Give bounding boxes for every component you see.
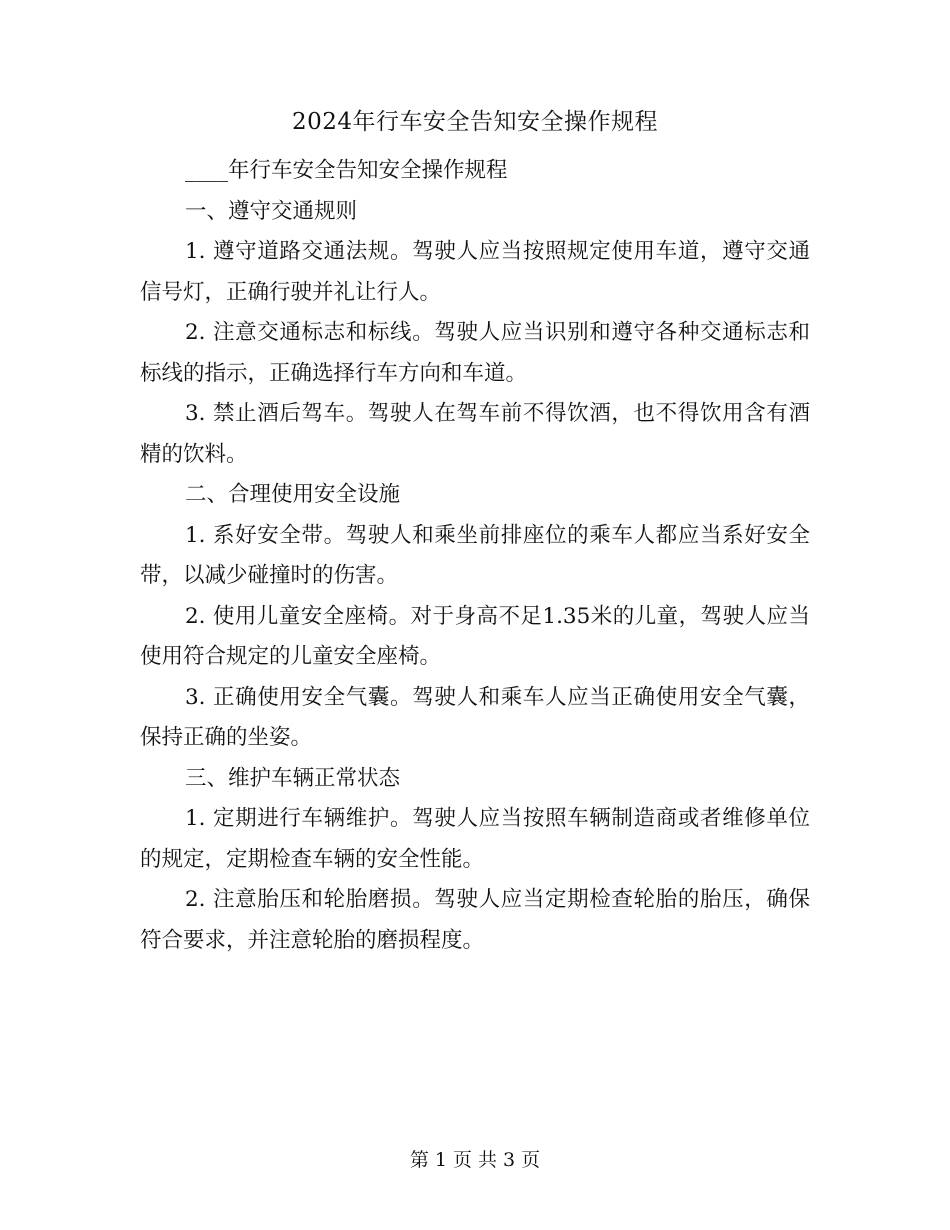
paragraph-2-1: 1. 系好安全带。驾驶人和乘坐前排座位的乘车人都应当系好安全带，以减少碰撞时的伤害。 xyxy=(140,522,810,588)
page-footer: 第 1 页 共 3 页 xyxy=(409,1149,541,1171)
document-body xyxy=(140,151,810,961)
section-heading-1: 一、遵守交通规则 xyxy=(185,198,358,224)
document-title: 2024年行车安全告知安全操作规程 xyxy=(291,109,659,135)
paragraph-2-3: 3. 正确使用安全气囊。驾驶人和乘车人应当正确使用安全气囊，保持正确的坐姿。 xyxy=(140,684,810,750)
subtitle-paragraph: ____年行车安全告知安全操作规程 xyxy=(185,158,508,183)
paragraph-1-3: 3. 禁止酒后驾车。驾驶人在驾车前不得饮酒，也不得饮用含有酒精的饮料。 xyxy=(140,401,810,467)
paragraph-3-1: 1. 定期进行车辆维护。驾驶人应当按照车辆制造商或者维修单位的规定，定期检查车辆的安全性能。 xyxy=(140,806,810,872)
paragraph-3-2: 2. 注意胎压和轮胎磨损。驾驶人应当定期检查轮胎的胎压，确保符合要求，并注意轮胎的磨损程度。 xyxy=(140,887,810,953)
paragraph-2-2: 2. 使用儿童安全座椅。对于身高不足1.35米的儿童，驾驶人应当使用符合规定的儿童安全座椅。 xyxy=(140,603,810,669)
paragraph-1-1: 1. 遵守道路交通法规。驾驶人应当按照规定使用车道，遵守交通信号灯，正确行驶并礼让行人。 xyxy=(140,239,810,305)
section-heading-3: 三、维护车辆正常状态 xyxy=(185,765,401,791)
paragraph-1-2: 2. 注意交通标志和标线。驾驶人应当识别和遵守各种交通标志和标线的指示，正确选择行车方向和车道。 xyxy=(140,320,810,386)
section-heading-2: 二、合理使用安全设施 xyxy=(185,482,401,507)
